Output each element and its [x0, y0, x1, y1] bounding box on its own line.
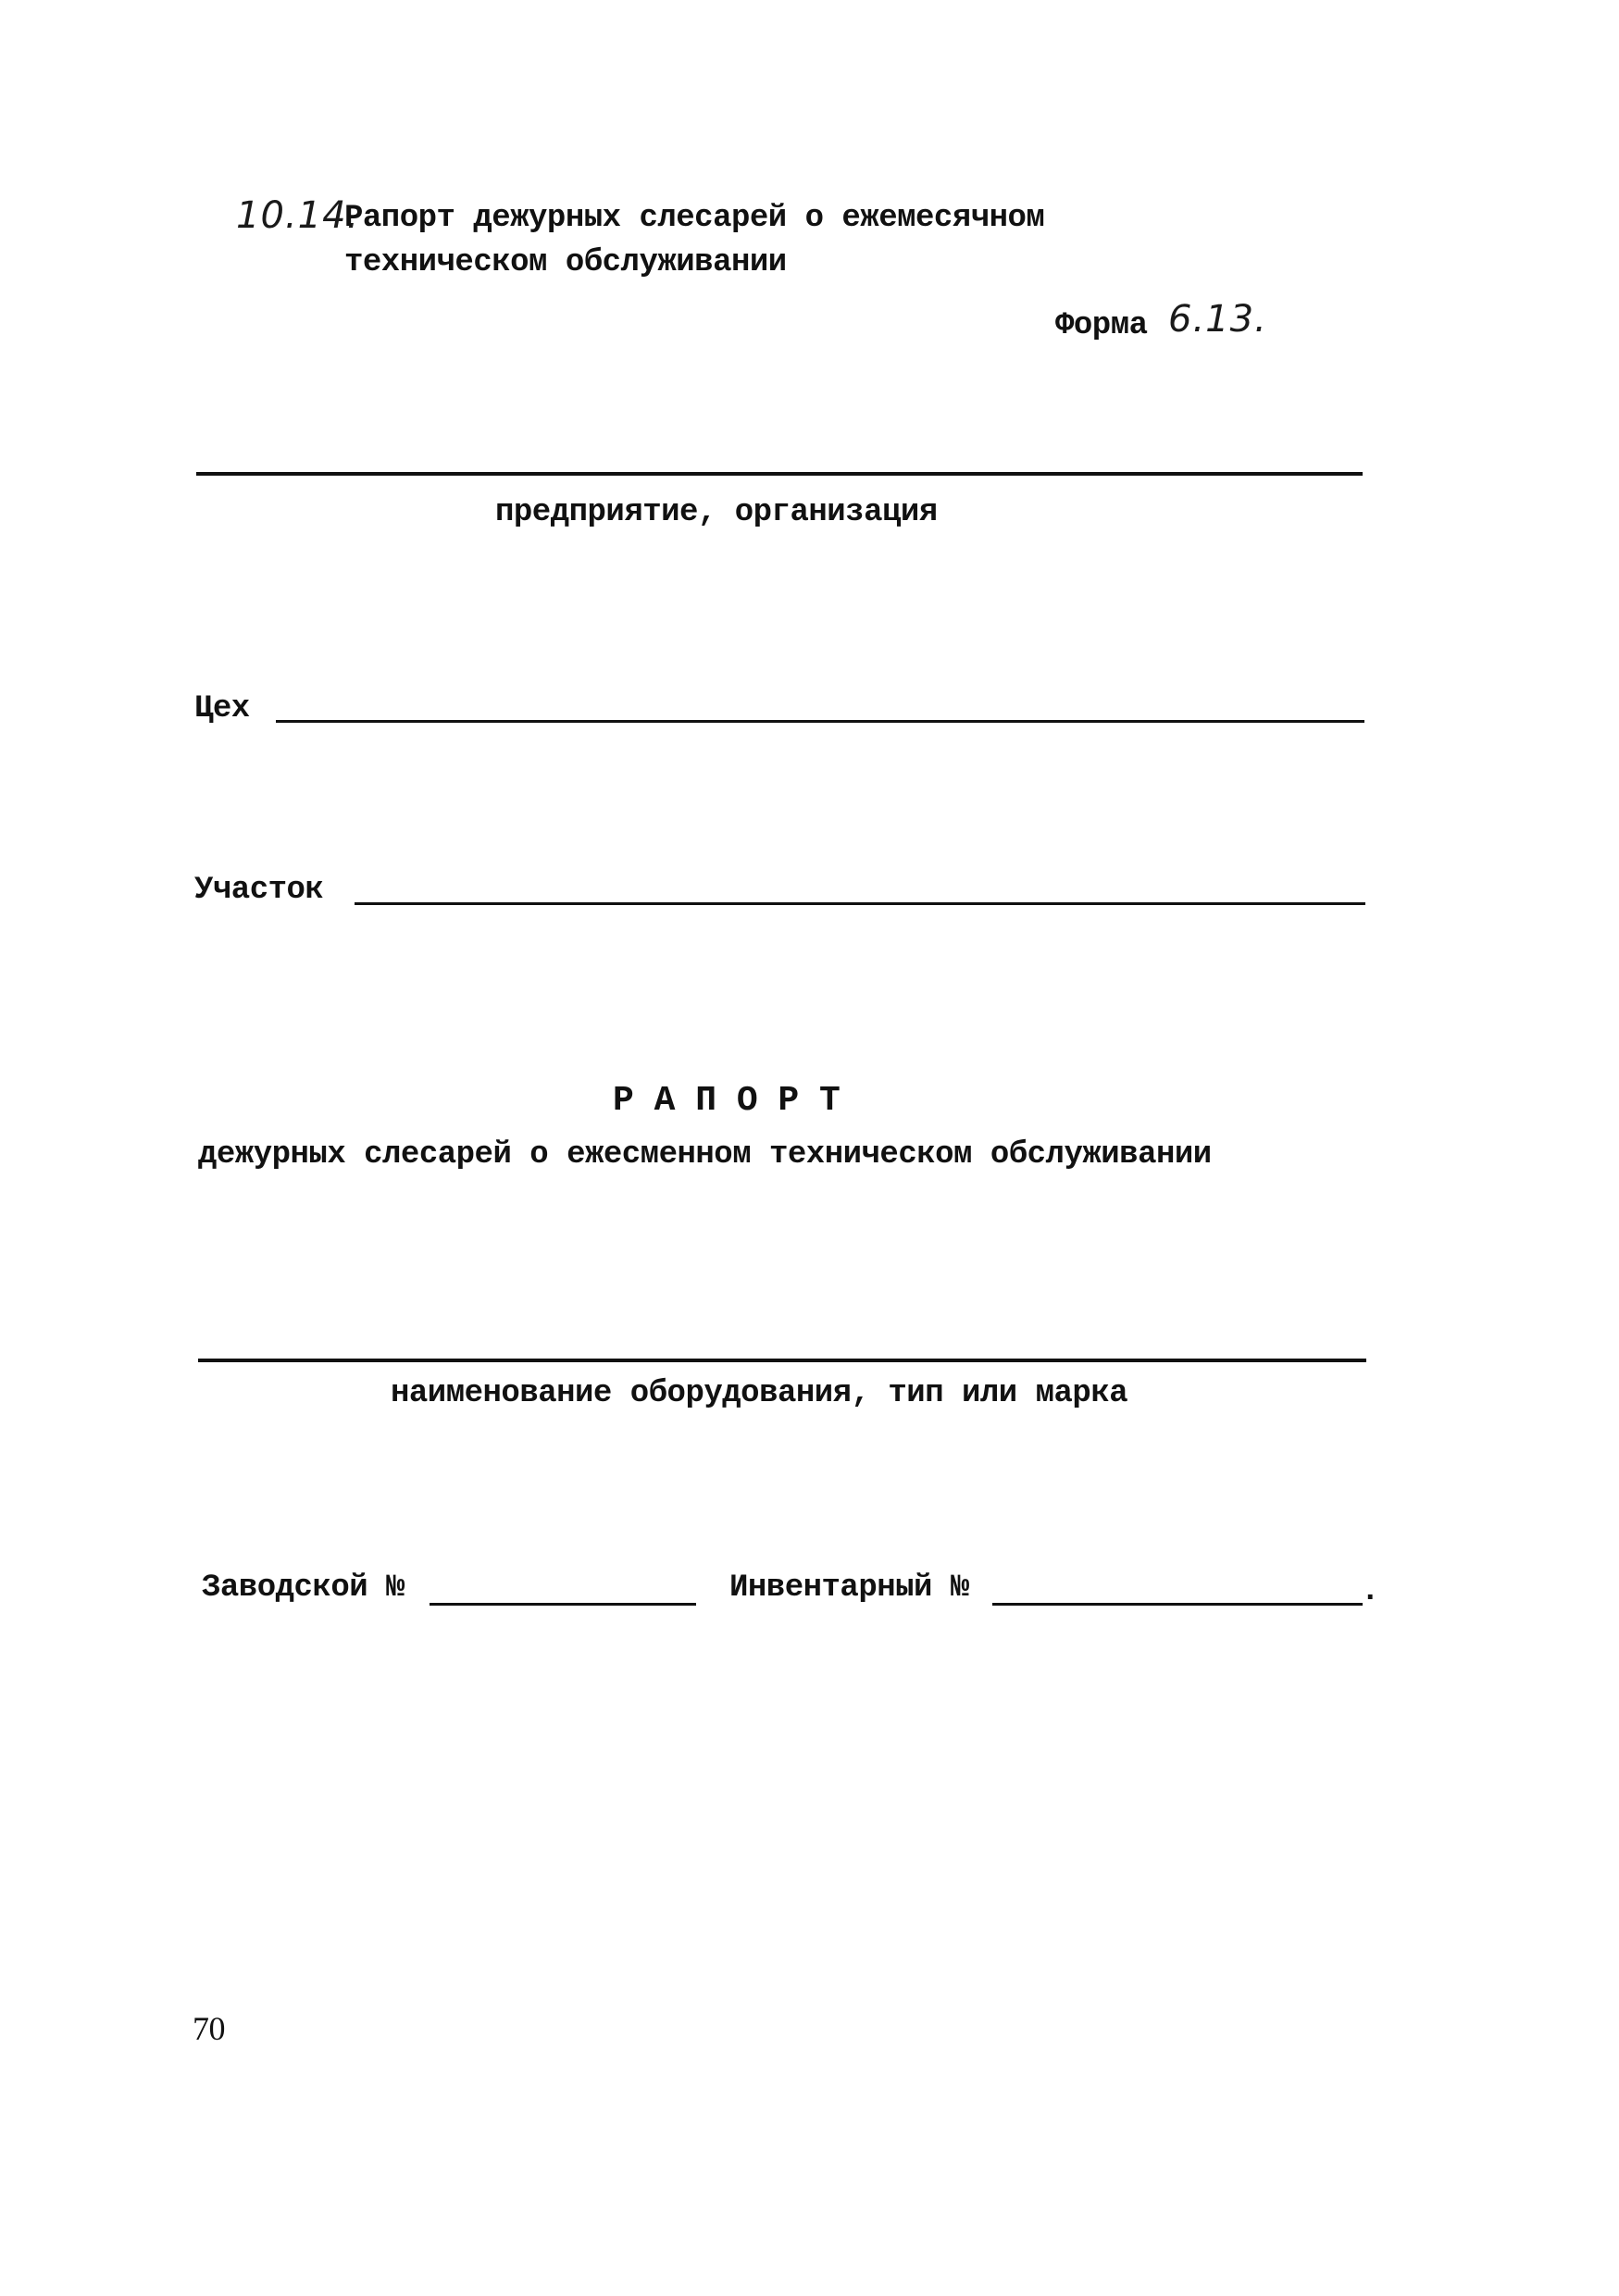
- equipment-caption: наименование оборудования, тип или марка: [391, 1376, 1128, 1411]
- form-label: Форма: [1055, 308, 1148, 343]
- inventory-number-label: Инвентарный №: [729, 1570, 969, 1606]
- equipment-line[interactable]: [198, 1359, 1366, 1362]
- enterprise-line[interactable]: [196, 472, 1363, 476]
- inventory-number-field[interactable]: [992, 1603, 1363, 1606]
- factory-number-label: Заводской №: [202, 1570, 405, 1606]
- section-title-line2: техническом обслуживании: [344, 245, 787, 280]
- item-number: 10.14.: [236, 194, 360, 237]
- shop-label: Цех: [194, 691, 250, 726]
- section-field[interactable]: [355, 902, 1365, 905]
- report-subheading: дежурных слесарей о ежесменном техническом обслуживании: [198, 1137, 1212, 1173]
- report-heading: Р А П О Р Т: [613, 1081, 841, 1121]
- factory-number-field[interactable]: [430, 1603, 696, 1606]
- inventory-end-mark: .: [1361, 1574, 1379, 1609]
- section-label: Участок: [194, 873, 324, 908]
- shop-field[interactable]: [276, 720, 1364, 723]
- enterprise-caption: предприятие, организация: [495, 495, 938, 530]
- section-title-line1: Рапорт дежурных слесарей о ежемесячном: [344, 201, 1045, 236]
- page-number: 70: [193, 2010, 225, 2047]
- form-number: 6.13.: [1168, 298, 1267, 341]
